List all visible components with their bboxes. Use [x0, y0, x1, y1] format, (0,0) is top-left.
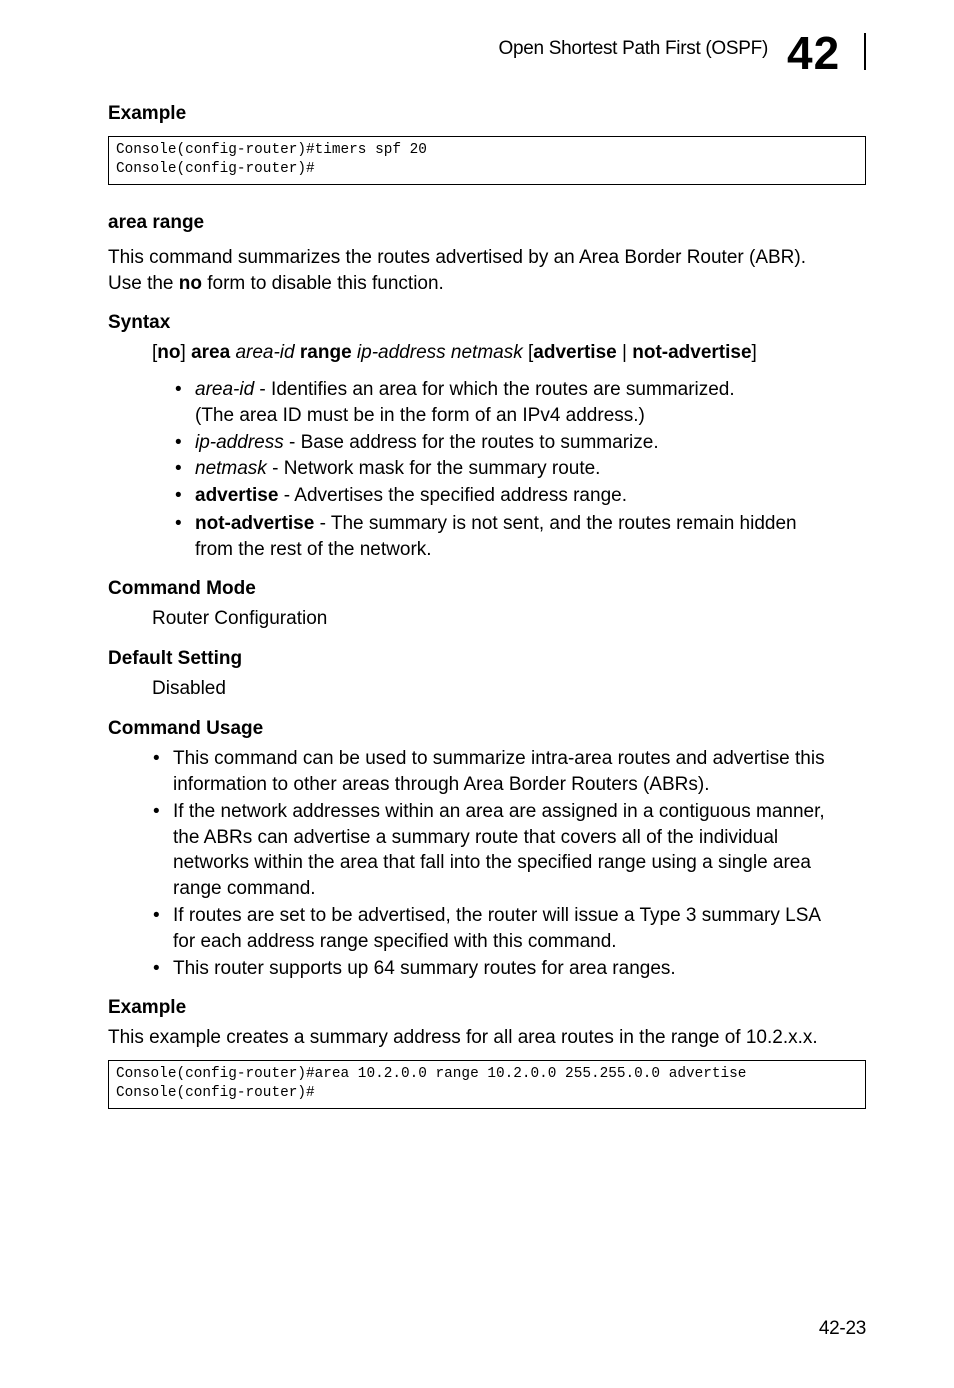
usage-item — [153, 903, 873, 954]
usage-line: If the network addresses within an area are assigned in a contiguous manner, — [173, 801, 825, 822]
keyword: no — [157, 342, 181, 363]
bullet: • — [153, 905, 160, 926]
usage-line: for each address range specified with this command. — [173, 930, 617, 952]
param-item — [175, 456, 875, 482]
chapter-divider — [864, 33, 866, 70]
code-line: Console(config-router)# — [116, 161, 315, 177]
text-run: | — [616, 342, 633, 363]
param-name: area-id — [195, 379, 255, 400]
parameter: ip-address netmask — [356, 342, 523, 363]
default-setting-heading: Default Setting — [108, 648, 243, 669]
param-item — [175, 483, 875, 509]
text-run: ] — [751, 342, 757, 363]
param-name: advertise — [195, 485, 279, 506]
keyword: no — [178, 272, 202, 294]
param-line: (The area ID must be in the form of an IPv4 address.) — [195, 404, 645, 426]
usage-line: information to other areas through Area Border Routers (ABRs). — [173, 773, 710, 795]
description-line: This command summarizes the routes advertised by an Area Border Router (ABR). — [108, 247, 807, 268]
description-line — [108, 271, 878, 297]
param-desc: - Base address for the routes to summarize. — [283, 432, 659, 453]
text-run: form to disable this function. — [201, 272, 444, 294]
command-mode-value: Router Configuration — [152, 608, 328, 629]
param-desc: - Network mask for the summary route. — [266, 458, 601, 479]
param-name: not-advertise — [195, 513, 315, 534]
code-line: Console(config-router)#area 10.2.0.0 range 10.2.0.0 255.255.0.0 advertise — [116, 1066, 747, 1082]
usage-item — [153, 746, 873, 797]
command-description — [108, 245, 878, 296]
usage-line: range command. — [173, 877, 316, 899]
bullet: • — [153, 958, 160, 979]
default-setting-value: Disabled — [152, 678, 226, 699]
param-desc: - The summary is not sent, and the routes remain hidden — [314, 513, 797, 534]
param-line: from the rest of the network. — [195, 538, 432, 560]
code-line: Console(config-router)#timers spf 20 — [116, 142, 427, 158]
usage-line: This command can be used to summarize intra-area routes and advertise this — [173, 748, 825, 769]
text-run: ] — [180, 342, 192, 363]
example-description: This example creates a summary address for all area routes in the range of 10.2.x.x. — [108, 1027, 818, 1048]
text-run: [ — [522, 342, 534, 363]
param-line — [195, 430, 875, 456]
param-desc: - Identifies an area for which the routes are summarized. — [254, 379, 735, 400]
bullet: • — [175, 485, 182, 506]
text-run: [ — [152, 342, 158, 363]
usage-line: networks within the area that fall into the specified range using a single area — [173, 852, 811, 873]
parameter: area-id — [235, 342, 295, 363]
bullet: • — [175, 379, 182, 400]
param-line — [195, 483, 875, 509]
command-title: area range — [108, 212, 205, 233]
bullet: • — [175, 513, 182, 534]
param-desc: - Advertises the specified address range. — [278, 485, 627, 506]
keyword: area — [191, 342, 231, 363]
usage-line: This router supports up 64 summary routes for area ranges. — [173, 958, 676, 979]
page-number: 42-23 — [818, 1318, 866, 1339]
param-name: ip-address — [195, 432, 284, 453]
keyword: not-advertise — [632, 342, 752, 363]
bullet: • — [175, 458, 182, 479]
bullet: • — [175, 432, 182, 453]
param-name: netmask — [195, 458, 267, 479]
example-heading: Example — [108, 103, 187, 124]
code-block — [108, 1060, 866, 1109]
param-line — [195, 511, 875, 537]
keyword: range — [299, 342, 352, 363]
param-item — [175, 377, 875, 428]
syntax-line — [152, 340, 757, 366]
running-title: Open Shortest Path First (OSPF) — [498, 38, 768, 59]
example-heading: Example — [108, 997, 187, 1018]
command-mode-heading: Command Mode — [108, 578, 256, 599]
code-block — [108, 136, 866, 185]
usage-line: the ABRs can advertise a summary route that covers all of the individual — [173, 826, 779, 848]
param-line — [195, 377, 875, 403]
command-usage-heading: Command Usage — [108, 718, 264, 739]
chapter-number: 42 — [787, 27, 841, 79]
param-line — [195, 456, 875, 482]
param-item — [175, 430, 875, 456]
code-line: Console(config-router)# — [116, 1085, 315, 1101]
keyword: advertise — [533, 342, 617, 363]
syntax-heading: Syntax — [108, 312, 171, 333]
usage-line: If routes are set to be advertised, the router will issue a Type 3 summary LSA — [173, 905, 822, 926]
param-item — [175, 511, 875, 562]
usage-item — [153, 956, 873, 982]
usage-item — [153, 799, 873, 901]
bullet: • — [153, 748, 160, 769]
text-run: Use the — [108, 272, 179, 294]
bullet: • — [153, 801, 160, 822]
